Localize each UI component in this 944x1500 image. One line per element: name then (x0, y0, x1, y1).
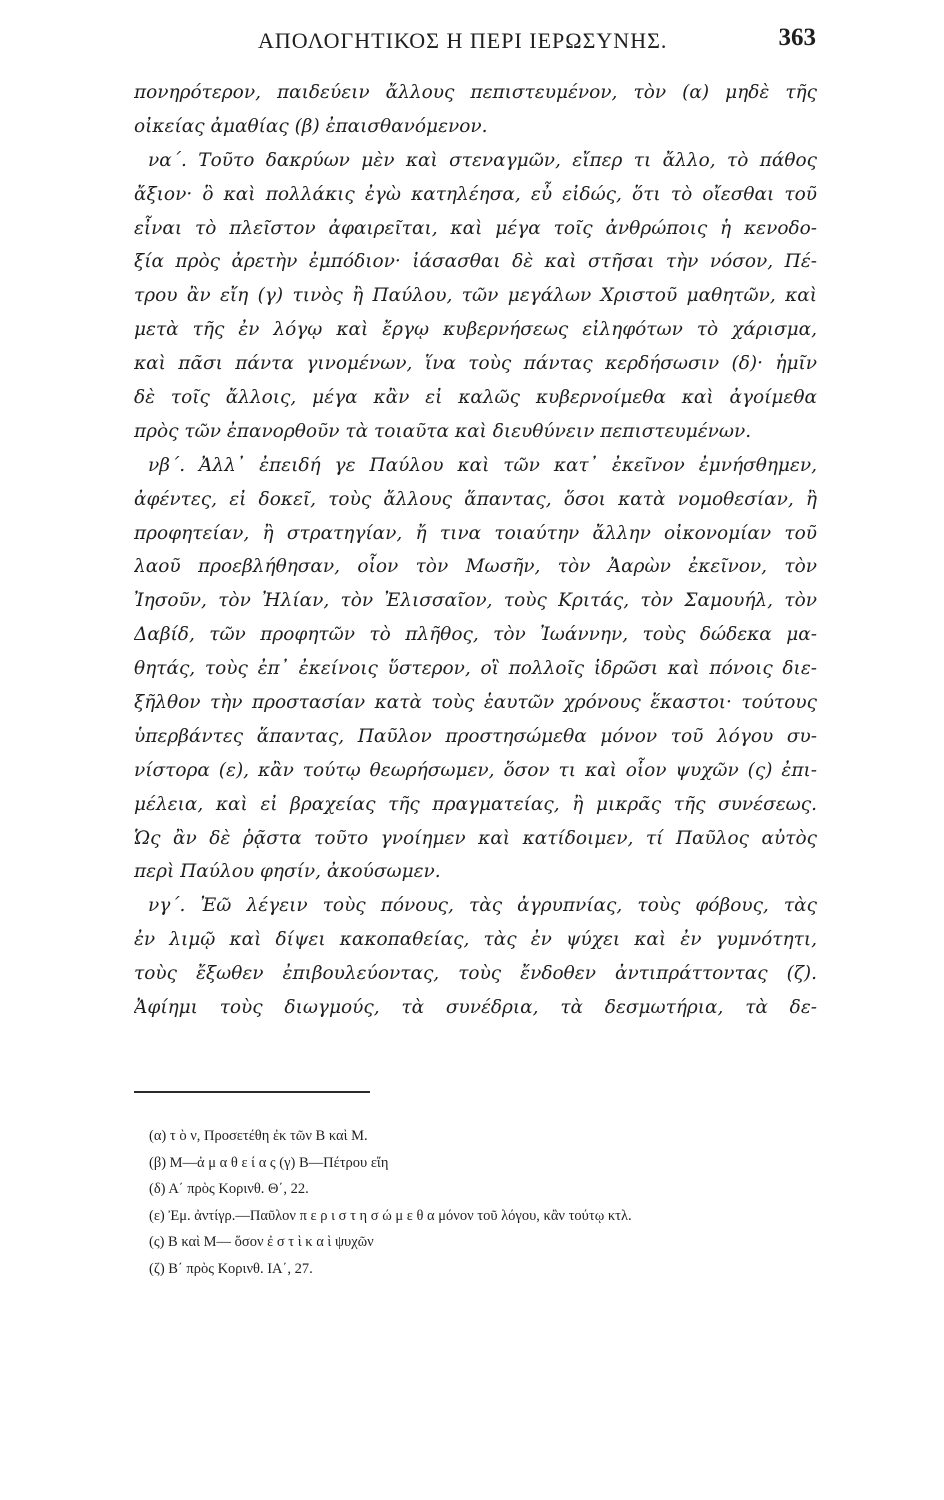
text-line: ἀφέντες, εἰ δοκεῖ, τοὺς ἄλλους ἅπαντας, ὅσοι κατὰ νομοθεσίαν, ἢ (134, 488, 817, 510)
text-line: ἐν λιμῷ καὶ δίψει κακοπαθείας, τὰς ἐν ψύχει καὶ ἐν γυμνότητι, (134, 929, 817, 951)
text-line: προφητείαν, ἢ στρατηγίαν, ἤ τινα τοιαύτην ἄλλην οἰκονομίαν τοῦ (134, 522, 817, 544)
footnote-divider (134, 1091, 370, 1093)
text-line: τοὺς ἔξωθεν ἐπιβουλεύοντας, τοὺς ἔνδοθεν ἀντιπράττοντας (ζ). (134, 963, 817, 985)
text-line: Ἰησοῦν, τὸν Ἠλίαν, τὸν Ἐλισσαῖον, τοὺς Κριτάς, τὸν Σαμουήλ, τὸν (134, 590, 817, 612)
text-line: ξία πρὸς ἀρετὴν ἐμπόδιον· ἰάσασθαι δὲ καὶ στῆσαι τὴν νόσον, Πέ- (134, 251, 817, 273)
text-line: ξῆλθον τὴν προστασίαν κατὰ τοὺς ἑαυτῶν χρόνους ἕκαστοι· τούτους (134, 692, 817, 714)
footnote: (α) τ ὸ ν, Προσετέθη ἐκ τῶν Β καὶ Μ. (149, 1128, 368, 1144)
text-line: τρου ἂν εἴη (γ) τινὸς ἢ Παύλου, τῶν μεγάλων Χριστοῦ μαθητῶν, καὶ (134, 285, 817, 307)
text-line: μέλεια, καὶ εἰ βραχείας τῆς πραγματείας, ἢ μικρᾶς τῆς συνέσεως. (134, 793, 817, 815)
text-line: εἶναι τὸ πλεῖστον ἀφαιρεῖται, καὶ μέγα τοῖς ἀνθρώποις ἡ κενοδο- (134, 217, 817, 239)
text-line: οἰκείας ἀμαθίας (β) ἐπαισθανόμενον. (134, 115, 488, 137)
page-number: 363 (778, 24, 816, 51)
text-line: περὶ Παύλου φησίν, ἀκούσωμεν. (134, 861, 441, 883)
text-line: ἄξιον· ὃ καὶ πολλάκις ἐγὼ κατηλέησα, εὖ εἰδώς, ὅτι τὸ οἴεσθαι τοῦ (134, 183, 817, 205)
text-line: νίστορα (ε), κἂν τούτῳ θεωρήσωμεν, ὅσον τι καὶ οἷον ψυχῶν (ς) ἐπι- (134, 759, 817, 781)
footnotes (149, 1123, 829, 1282)
footnote: (ε) Ἐμ. ἀντίγρ.—Παῦλον π ε ρ ι σ τ η σ ώ μ ε θ α μόνον τοῦ λόγου, κἂν τούτῳ κτλ. (149, 1207, 632, 1224)
section-start-line: νγ΄. Ἐῶ λέγειν τοὺς πόνους, τὰς ἀγρυπνίας, τοὺς φόβους, τὰς (148, 895, 817, 917)
section-start-line: να΄. Τοῦτο δακρύων μὲν καὶ στεναγμῶν, εἴπερ τι ἄλλο, τὸ πάθος (148, 149, 817, 171)
footnote: (ζ) Β΄ πρὸς Κορινθ. ΙΑ΄, 27. (149, 1260, 313, 1277)
text-line: θητάς, τοὺς ἐπ᾽ ἐκείνοις ὕστερον, οἳ πολλοῖς ἱδρῶσι καὶ πόνοις διε- (134, 658, 817, 680)
text-line: Δαβίδ, τῶν προφητῶν τὸ πλῆθος, τὸν Ἰωάννην, τοὺς δώδεκα μα- (134, 624, 817, 646)
footnote: (δ) Α΄ πρὸς Κορινθ. Θ΄, 22. (149, 1181, 309, 1197)
text-line: ὑπερβάντες ἅπαντας, Παῦλον προστησώμεθα μόνον τοῦ λόγου συ- (134, 725, 817, 747)
footnote: (β) Μ—ἀ μ α θ ε ί α ς (γ) Β—Πέτρου εἴη (149, 1154, 389, 1171)
text-line: Ἀφίημι τοὺς διωγμούς, τὰ συνέδρια, τὰ δεσμωτήρια, τὰ δε- (134, 997, 817, 1019)
footnote: (ς) Β καὶ Μ— ὅσον ἐ σ τ ὶ κ α ὶ ψυχῶν (149, 1234, 374, 1250)
text-line: πρὸς τῶν ἐπανορθοῦν τὰ τοιαῦτα καὶ διευθύνειν πεπιστευμένων. (134, 420, 752, 442)
section-start-line: νβ΄. Ἀλλ᾽ ἐπειδή γε Παύλου καὶ τῶν κατ᾽ ἐκεῖνον ἐμνήσθημεν, (148, 454, 817, 476)
text-line: Ὡς ἂν δὲ ῥᾷστα τοῦτο γνοίημεν καὶ κατίδοιμεν, τί Παῦλος αὐτὸς (134, 827, 817, 849)
body-text (134, 76, 817, 1025)
text-line: λαοῦ προεβλήθησαν, οἷον τὸν Μωσῆν, τὸν Ἀαρὼν ἐκεῖνον, τὸν (134, 556, 817, 578)
text-line: δὲ τοῖς ἄλλοις, μέγα κἂν εἰ καλῶς κυβερνοίμεθα καὶ ἀγοίμεθα (134, 387, 817, 409)
running-head: ΑΠΟΛΟΓΗΤΙΚΟΣ Η ΠΕΡΙ ΙΕΡΩΣΥΝΗΣ. (258, 28, 668, 53)
text-line: πονηρότερον, παιδεύειν ἄλλους πεπιστευμένον, τὸν (α) μηδὲ τῆς (134, 82, 817, 103)
text-line: μετὰ τῆς ἐν λόγῳ καὶ ἔργῳ κυβερνήσεως εἰληφότων τὸ χάρισμα, (134, 319, 817, 341)
text-line: καὶ πᾶσι πάντα γινομένων, ἵνα τοὺς πάντας κερδήσωσιν (δ)· ἡμῖν (134, 353, 817, 375)
